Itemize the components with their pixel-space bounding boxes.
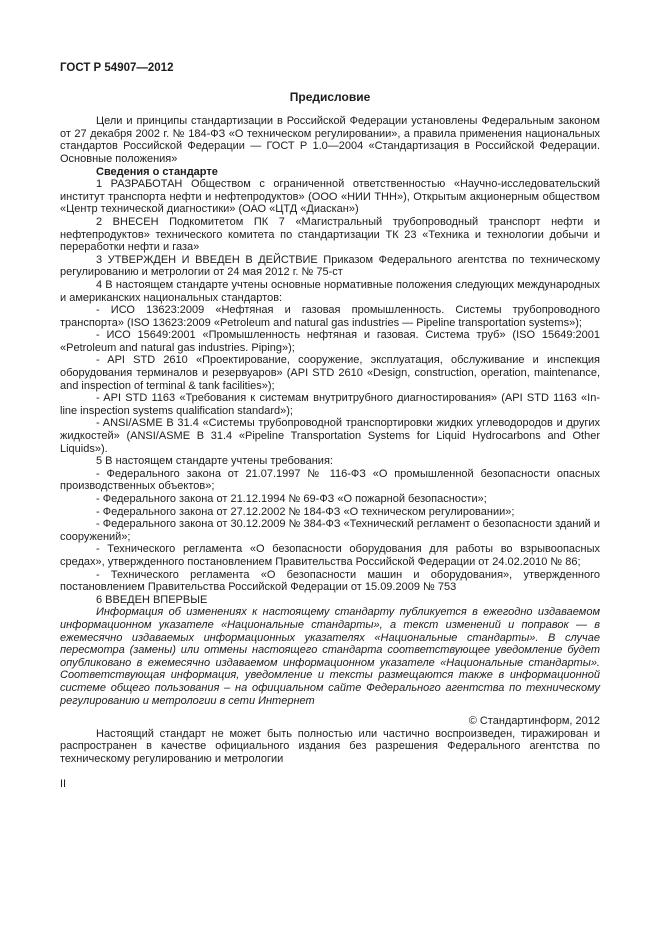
intl-standard-ref: - API STD 1163 «Требования к системам внутритрубного диагностирования» (API STD 1163 «In-line inspection systems qualification standard»); — [60, 392, 600, 417]
law-ref: - Технического регламента «О безопасности машин и оборудования», утвержденного постановлением Правительства Российской Федерации от 15.09.2009 № 753 — [60, 568, 600, 594]
clause-first-edition: 6 ВВЕДЕН ВПЕРВЫЕ — [96, 593, 208, 606]
intl-standard-ref: - ИСО 13623:2009 «Нефтяная и газовая промышленность. Системы трубопроводного транспорта» (ISO 13623:2009 «Petroleum and natural gas industries — Pipeline transportation systems»); — [60, 304, 600, 329]
law-ref: - Федерального закона от 30.12.2009 № 384-ФЗ «Технический регламент о безопасности зданий и сооружений»; — [60, 518, 600, 543]
reproduction-restriction-note: Настоящий стандарт не может быть полностью или частично воспроизведен, тиражирован и распространен в качестве официального издания без разрешения Федерального агентства по техническому регулированию и метрологии — [60, 727, 600, 765]
law-ref: - Федерального закона от 27.12.2002 № 184-ФЗ «О техническом регулировании»; — [96, 505, 515, 518]
intl-standard-ref: - API STD 2610 «Проектирование, сооружение, эксплуатация, обслуживание и инспекция оборудования терминалов и резервуаров» (API STD 2610 «Design, construction, operation, maintenance, and inspection of terminal & tank facilities»); — [60, 354, 600, 392]
page-number: II — [60, 778, 67, 791]
intro-paragraph: Цели и принципы стандартизации в Российской Федерации установлены Федеральным законом от 27 декабря 2002 г. № 184-ФЗ «О техническом регулировании», а правила применения национальных стандартов Российской Федерации — ГОСТ Р 1.0—2004 «Стандартизация в Российской Федерации. Основные положения» — [60, 115, 600, 165]
clause-intl-standards-intro: 4 В настоящем стандарте учтены основные нормативные положения следующих международных и американских национальных стандартов: — [60, 278, 600, 304]
intl-standard-ref: - ANSI/ASME В 31.4 «Системы трубопроводной транспортировки жидких углеводородов и других жидкостей» (ANSI/ASME В 31.4 «Pipeline Transportation Systems for Liquid Hydrocarbons and Other Liquids»). — [60, 417, 600, 455]
standard-info-heading: Сведения о стандарте — [96, 165, 218, 178]
page-title: Предисловие — [289, 89, 371, 104]
clause-developed: 1 РАЗРАБОТАН Обществом с ограниченной ответственностью «Научно-исследовательский институт транспорта нефти и нефтепродуктов» (ООО «НИИ ТНН»), Открытым акционерным обществом «Центр технической диагностики» (ОАО «ЦТД «Диаскан») — [60, 178, 600, 216]
copyright-line: © Стандартинформ, 2012 — [468, 715, 600, 728]
amendment-information-note: Информация об изменениях к настоящему стандарту публикуется в ежегодно издаваемом информационном указателе «Национальные стандарты», а текст изменений и поправок — в ежемесячно издаваемых информационных указателях «Национальные стандарты». В случае пересмотра (замены) или отмены настоящего стандарта соответствующее уведомление будет опубликовано в ежемесячно издаваемом информационном указателе «Национальные стандарты». Соответствующая информация, уведомление и тексты размещаются также в информационной системе общего пользования – на официальном сайте Федерального агентства по техническому регулированию и метрологии в сети Интернет — [60, 606, 600, 707]
clause-requirements-intro: 5 В настоящем стандарте учтены требования: — [96, 455, 333, 468]
law-ref: - Федерального закона от 21.12.1994 № 69-ФЗ «О пожарной безопасности»; — [96, 493, 487, 505]
intl-standard-ref: - ИСО 15649:2001 «Промышленность нефтяная и газовая. Система труб» (ISO 15649:2001 «Petroleum and natural gas industries. Piping»); — [60, 329, 600, 354]
law-ref: - Федерального закона от 21.07.1997 № 116-ФЗ «О промышленной безопасности опасных производственных объектов»; — [60, 467, 600, 493]
doc-number: ГОСТ Р 54907—2012 — [60, 62, 174, 74]
clause-submitted: 2 ВНЕСЕН Подкомитетом ПК 7 «Магистральный трубопроводный транспорт нефти и нефтепродуктов» технического комитета по стандартизации ТК 23 «Техника и технологии добычи и переработки нефти и газа» — [60, 215, 600, 254]
law-ref: - Технического регламента «О безопасности оборудования для работы во взрывоопасных средах», утвержденного постановлением Правительства Российской Федерации от 24.02.2010 № 86; — [60, 543, 600, 568]
clause-approved: 3 УТВЕРЖДЕН И ВВЕДЕН В ДЕЙСТВИЕ Приказом Федерального агентства по техническому регулированию и метрологии от 24 мая 2012 г. № 75-ст — [60, 253, 600, 279]
